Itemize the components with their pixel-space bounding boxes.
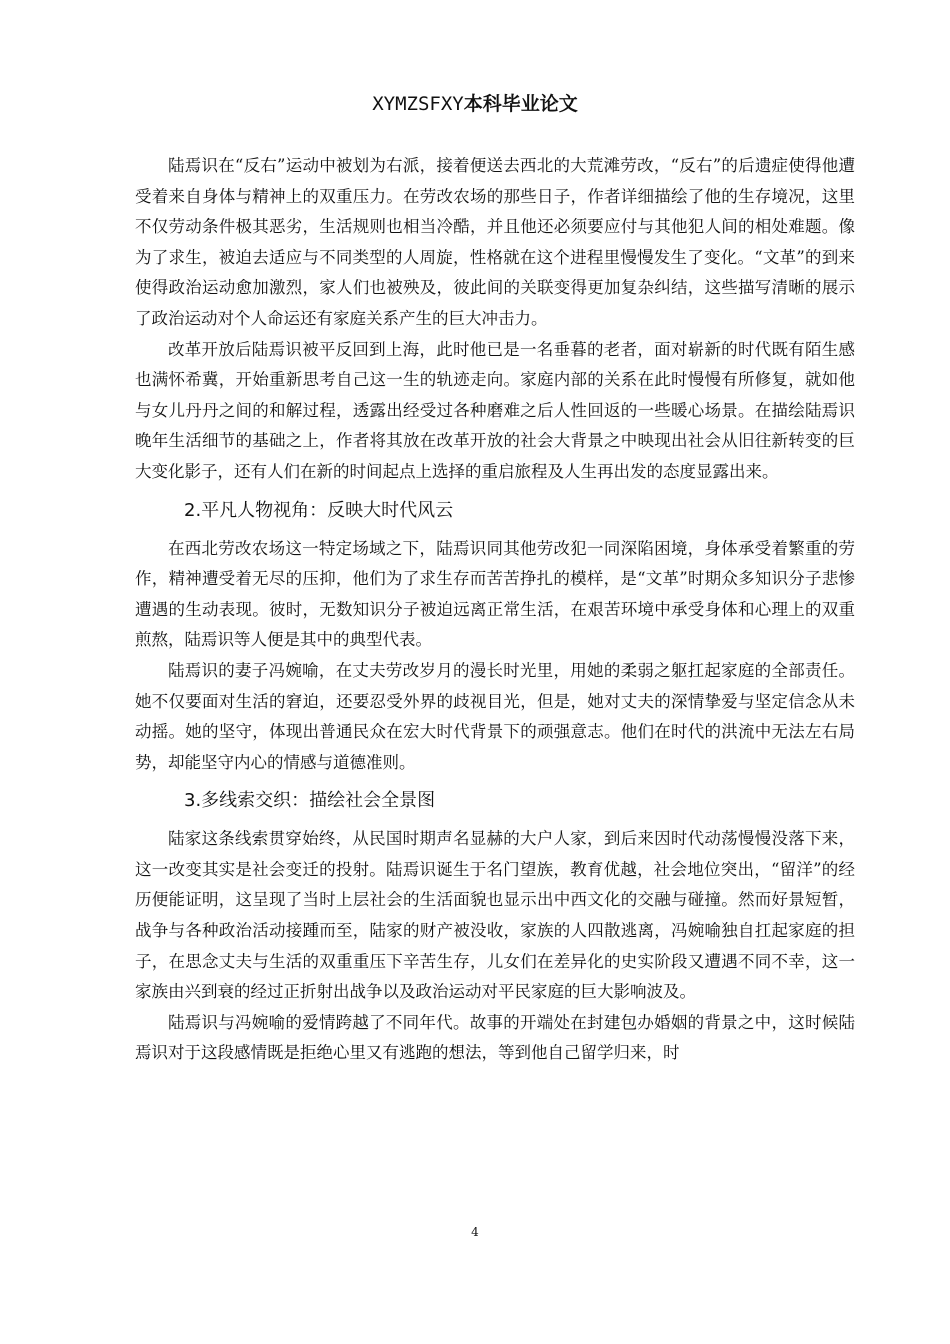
section-heading-2: 2.平凡人物视角：反映大时代风云 [184, 499, 454, 521]
paragraph-1: 陆焉识在“反右”运动中被划为右派，接着便送去西北的大荒滩劳改，“反右”的后遗症使得他遭受着来自身体与精神上的双重压力。在劳改农场的那些日子，作者详细描绘了他的生存境况，这里不仅劳动条件极其恶劣，生活规则也相当冷酷，并且他还必须要应付与其他犯人间的相处难题。像为了求生，被迫去适应与不同类型的人周旋，性格就在这个进程里慢慢发生了变化。“文革”的到来使得政治运动愈加激烈，家人们也被殃及，彼此间的关联变得更加复杂纠结，这些描写清晰的展示了政治运动对个人命运还有家庭关系产生的巨大冲击力。 [135, 156, 855, 328]
paragraph-5: 陆家这条线索贯穿始终，从民国时期声名显赫的大户人家，到后来因时代动荡慢慢没落下来，这一改变其实是社会变迁的投射。陆焉识诞生于名门望族，教育优越，社会地位突出，“留洋”的经历便能证明，这呈现了当时上层社会的生活面貌也显示出中西文化的交融与碰撞。然而好景短暂，战争与各种政治活动接踵而至，陆家的财产被没收，家族的人四散逃离，冯婉喻独自扛起家庭的担子，在思念丈夫与生活的双重重压下辛苦生存，儿女们在差异化的史实阶段又遭遇不同不幸，这一家族由兴到衰的经过正折射出战争以及政治运动对平民家庭的巨大影响波及。 [135, 829, 855, 1002]
document-body [135, 151, 855, 1069]
header-code: XYMZSFXY [372, 93, 464, 115]
paragraph-4: 陆焉识的妻子冯婉喻，在丈夫劳改岁月的漫长时光里，用她的柔弱之躯扛起家庭的全部责任。她不仅要面对生活的窘迫，还要忍受外界的歧视目光，但是，她对丈夫的深情挚爱与坚定信念从未动摇。她的坚守，体现出普通民众在宏大时代背景下的顽强意志。他们在时代的洪流中无法左右局势，却能坚守内心的情感与道德准则。 [135, 660, 855, 772]
running-header [0, 92, 950, 116]
paragraph-6: 陆焉识与冯婉喻的爱情跨越了不同年代。故事的开端处在封建包办婚姻的背景之中，这时候陆焉识对于这段感情既是拒绝心里又有逃跑的想法，等到他自己留学归来，时 [135, 1012, 855, 1063]
paragraph-2: 改革开放后陆焉识被平反回到上海，此时他已是一名垂暮的老者，面对崭新的时代既有陌生感也满怀希冀，开始重新思考自己这一生的轨迹走向。家庭内部的关系在此时慢慢有所修复，就如他与女儿丹丹之间的和解过程，透露出经受过各种磨难之后人性回返的一些暖心场景。在描绘陆焉识晚年生活细节的基础之上，作者将其放在改革开放的社会大背景之中映现出社会从旧往新转变的巨大变化影子，还有人们在新的时间起点上选择的重启旅程及人生再出发的态度显露出来。 [135, 339, 855, 481]
section-heading-3: 3.多线索交织：描绘社会全景图 [184, 790, 436, 812]
paragraph-3: 在西北劳改农场这一特定场域之下，陆焉识同其他劳改犯一同深陷困境，身体承受着繁重的劳作，精神遭受着无尽的压抑，他们为了求生存而苦苦挣扎的模样，是“文革”时期众多知识分子悲惨遭遇的生动表现。彼时，无数知识分子被迫远离正常生活，在艰苦环境中承受身体和心理上的双重煎熬，陆焉识等人便是其中的典型代表。 [135, 538, 855, 650]
page-number: 4 [471, 1225, 479, 1239]
header-title: 本科毕业论文 [463, 93, 578, 115]
header-rule [135, 121, 855, 122]
